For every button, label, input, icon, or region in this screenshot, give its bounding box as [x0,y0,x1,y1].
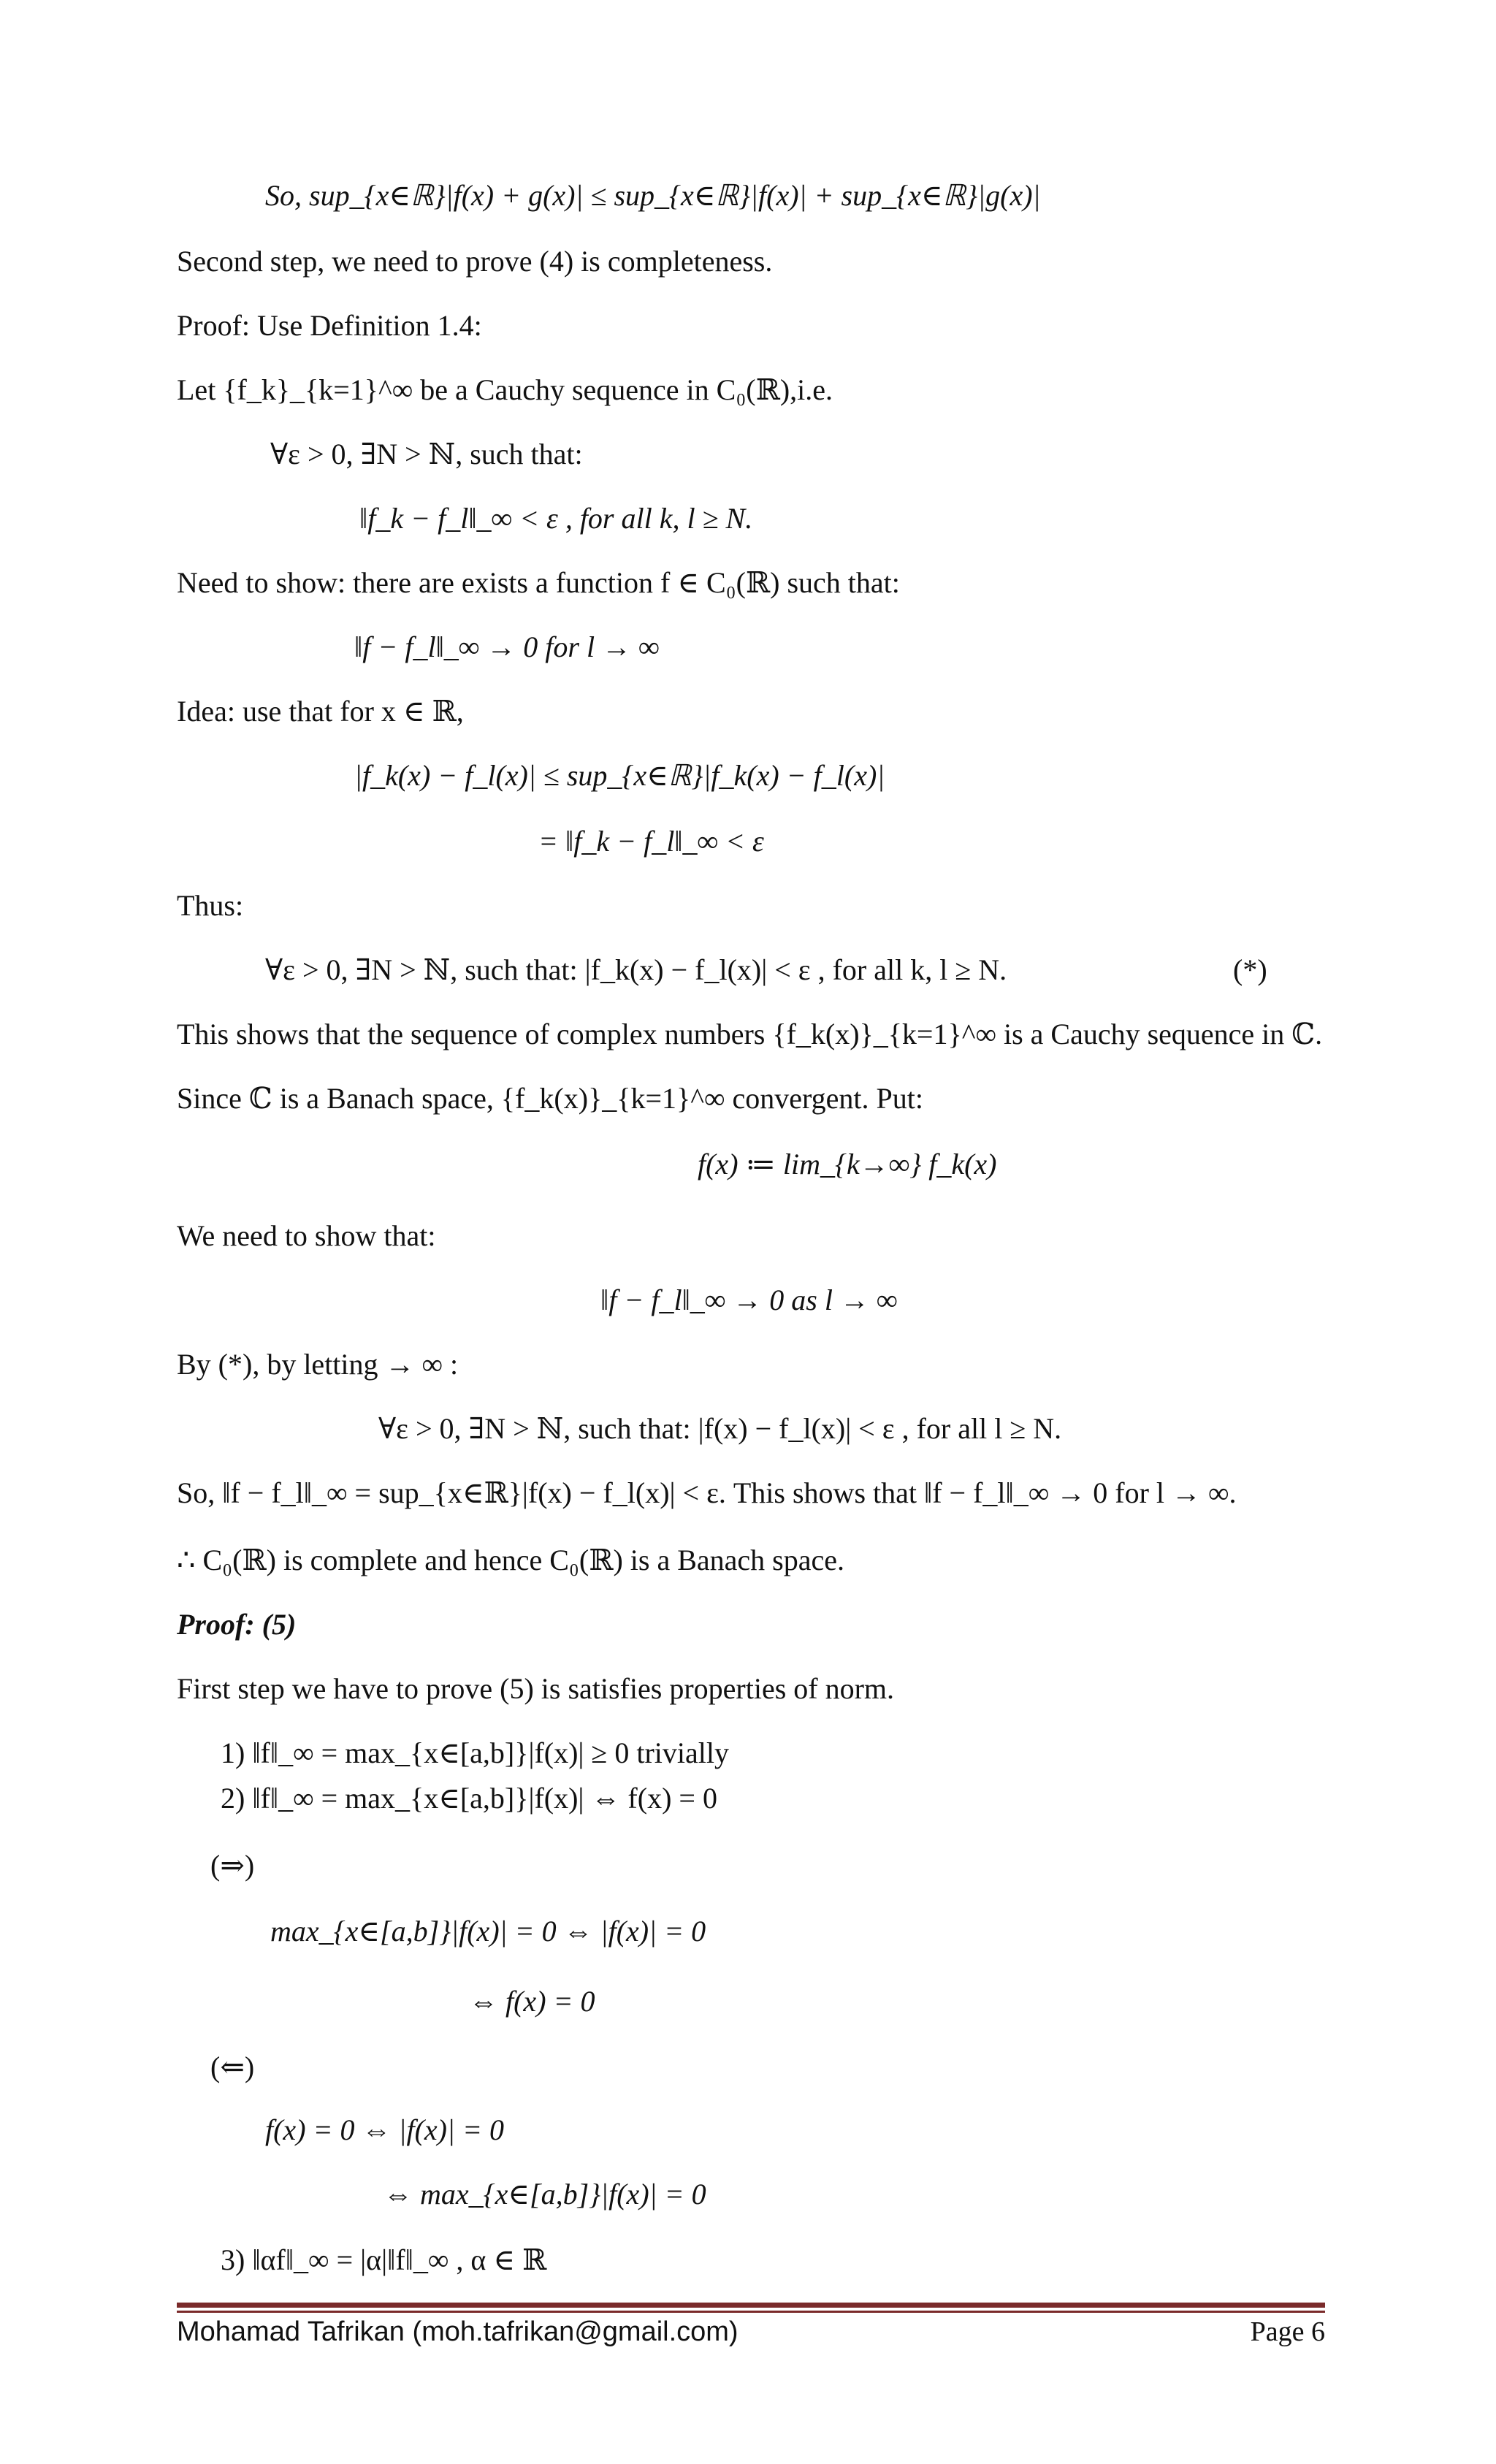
equation-tag-star: (*) [1233,953,1267,986]
line-iff-f-zero: ⇔ f(x) = 0 [469,1985,595,2018]
line-banach-convergent: Since ℂ is a Banach space, {f_k(x)}_{k=1}^∞ convergent. Put: [177,1082,923,1115]
line-therefore-banach: ∴ C₀(ℝ) is complete and hence C₀(ℝ) is a Banach space. [177,1544,844,1576]
line-equals-norm: = ‖f_k − f_l‖_∞ < ε [538,825,764,858]
line-thus: Thus: [177,889,244,922]
line-forall-epsilon-1: ∀ε > 0, ∃N > ℕ, such that: [270,438,583,470]
line-f-limit: f(x) ≔ lim_{k→∞} f_k(x) [698,1148,997,1180]
label-backward-implication: (⇐) [210,2051,255,2083]
line-max-equals-zero: max_{x∈[a,b]}|f(x)| = 0 ⇔ |f(x)| = 0 [270,1915,706,1948]
line-f-zero-abs: f(x) = 0 ⇔ |f(x)| = 0 [265,2113,504,2146]
footer-rule-thin [177,2311,1325,2313]
line-need-to-show: Need to show: there are exists a function f ∈ C₀(ℝ) such that: [177,566,900,599]
footer-author: Mohamad Tafrikan (moh.tafrikan@gmail.com) [177,2316,739,2347]
footer-page-number: Page 6 [1250,2316,1325,2347]
line-norm-fk-fl: ‖f_k − f_l‖_∞ < ε , for all k, l ≥ N. [359,502,753,535]
line-let-cauchy: Let {f_k}_{k=1}^∞ be a Cauchy sequence in C₀(ℝ),i.e. [177,373,833,406]
list-item-2: 2) ‖f‖_∞ = max_{x∈[a,b]}|f(x)| ⇔ f(x) = 0 [221,1782,717,1815]
line-norm-limit: ‖f − f_l‖_∞ → 0 as l → ∞ [600,1284,898,1316]
label-forward-implication: (⇒) [210,1849,255,1882]
heading-proof-5: Proof: (5) [177,1608,297,1641]
line-proof-definition: Proof: Use Definition 1.4: [177,309,482,342]
line-we-need: We need to show that: [177,1219,436,1252]
list-item-1: 1) ‖f‖_∞ = max_{x∈[a,b]}|f(x)| ≥ 0 trivially [221,1736,730,1769]
line-second-step: Second step, we need to prove (4) is completeness. [177,245,773,278]
line-idea: Idea: use that for x ∈ ℝ, [177,695,464,728]
line-abs-fk-fl: |f_k(x) − f_l(x)| ≤ sup_{x∈ℝ}|f_k(x) − f_l(x)| [354,759,885,792]
line-complex-cauchy: This shows that the sequence of complex numbers {f_k(x)}_{k=1}^∞ is a Cauchy sequence in ℂ. [177,1018,1323,1050]
line-iff-max-zero: ⇔ max_{x∈[a,b]}|f(x)| = 0 [383,2178,706,2211]
line-norm-f-fl: ‖f − f_l‖_∞ → 0 for l → ∞ [354,630,660,663]
line-so-sup-triangle: So, sup_{x∈ℝ}|f(x) + g(x)| ≤ sup_{x∈ℝ}|f(x)| + sup_{x∈ℝ}|g(x)| [265,179,1041,212]
footer-rule-thick [177,2303,1325,2308]
line-first-step: First step we have to prove (5) is satisfies properties of norm. [177,1672,895,1705]
list-item-3: 3) ‖αf‖_∞ = |α|‖f‖_∞ , α ∈ ℝ [221,2243,547,2276]
line-by-star: By (*), by letting → ∞ : [177,1348,459,1381]
line-forall-epsilon-3: ∀ε > 0, ∃N > ℕ, such that: |f(x) − f_l(x)| < ε , for all l ≥ N. [378,1412,1062,1445]
line-so-norm-sup: So, ‖f − f_l‖_∞ = sup_{x∈ℝ}|f(x) − f_l(x)| < ε. This shows that ‖f − f_l‖_∞ → 0 for l → ∞. [177,1476,1237,1509]
line-forall-epsilon-2: ∀ε > 0, ∃N > ℕ, such that: |f_k(x) − f_l(x)| < ε , for all k, l ≥ N. [265,953,1007,986]
